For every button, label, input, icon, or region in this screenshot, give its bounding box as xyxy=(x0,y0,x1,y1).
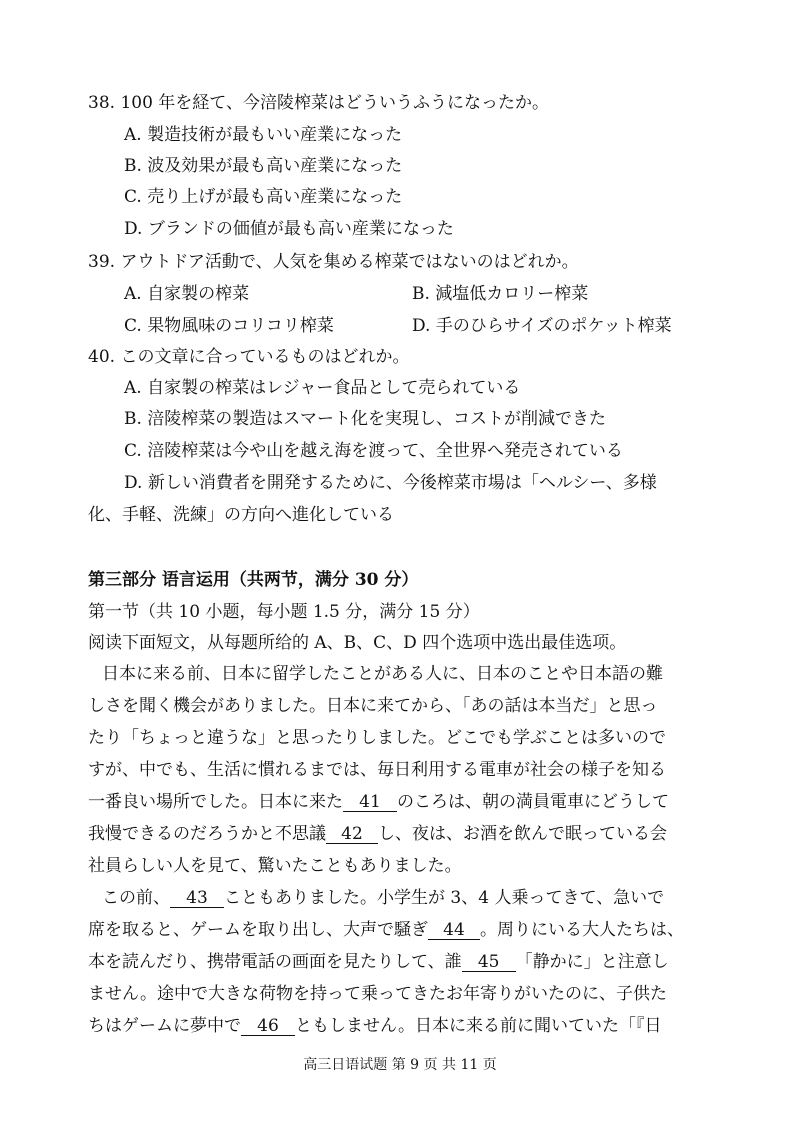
q40-option-b: B. 涪陵榨菜の製造はスマート化を実現し、コストが削減できた xyxy=(124,409,606,429)
q39-option-d: D. 手のひらサイズのポケット榨菜 xyxy=(412,316,672,336)
q39-option-c: C. 果物風味のコリコリ榨菜 xyxy=(124,316,334,336)
passage-text: この前、 xyxy=(102,888,170,908)
passage-line: 社員らしい人を見て、驚いたこともありました。 xyxy=(88,856,462,876)
blank-42: 42 xyxy=(326,825,378,844)
passage-line xyxy=(88,823,667,845)
passage-text: のころは、朝の満員電車にどうして xyxy=(397,792,669,812)
blank-41: 41 xyxy=(343,793,397,812)
passage-text: 我慢できるのだろうかと不思議 xyxy=(88,824,326,844)
subsection-title: 第一节（共 10 小题，每小题 1.5 分，满分 15 分） xyxy=(88,602,480,622)
passage-text: し、夜は、お酒を飲んで眠っている会 xyxy=(378,824,667,844)
question-39-stem: 39. アウトドア活動で、人気を集める榨菜ではないのはどれか。 xyxy=(88,252,579,272)
passage-line: しさを聞く機会がありました。日本に来てから、「あの話は本当だ」と思っ xyxy=(88,696,658,716)
passage-text: ちはゲームに夢中で xyxy=(88,1016,241,1036)
q40-option-d: D. 新しい消費者を開発するために、今後榨菜市場は「ヘルシー、多様 xyxy=(124,473,657,493)
question-38-stem: 38. 100 年を経て、今涪陵榨菜はどういうふうになったか。 xyxy=(88,93,549,113)
page-footer: 高三日语试题 第 9 页 共 11 页 xyxy=(303,1057,497,1073)
q40-option-a: A. 自家製の榨菜はレジャー食品として売られている xyxy=(124,378,521,398)
blank-46: 46 xyxy=(241,1017,295,1036)
passage-line xyxy=(102,887,664,909)
passage-line xyxy=(88,951,669,973)
q38-option-a: A. 製造技術が最もいい産業になった xyxy=(124,125,403,145)
passage-line xyxy=(88,919,684,941)
q38-option-c: C. 売り上げが最も高い産業になった xyxy=(124,187,403,207)
passage-text: こともありました。小学生が 3、4 人乗ってきて、急いで xyxy=(224,888,665,908)
passage-text: 一番良い場所でした。日本に来た xyxy=(88,792,343,812)
passage-line: たり「ちょっと違うな」と思ったりしました。どこでも学ぶことは多いので xyxy=(88,728,666,748)
passage-line: ません。途中で大きな荷物を持って乗ってきたお年寄りがいたのに、子供た xyxy=(88,984,668,1004)
question-40-stem: 40. この文章に合っているものはどれか。 xyxy=(88,347,410,367)
q40-option-c: C. 涪陵榨菜は今や山を越え海を渡って、全世界へ発売されている xyxy=(124,441,623,461)
passage-text: ともしません。日本に来る前に聞いていた「『日 xyxy=(295,1016,662,1036)
blank-44: 44 xyxy=(428,921,480,940)
q39-option-b: B. 減塩低カロリー榨菜 xyxy=(412,284,589,304)
passage-text: 「静かに」と注意し xyxy=(515,952,669,972)
section-title: 第三部分 语言运用（共两节，满分 30 分） xyxy=(88,570,419,590)
q39-option-a: A. 自家製の榨菜 xyxy=(124,284,250,304)
instruction-text: 阅读下面短文，从每题所给的 A、B、C、D 四个选项中选出最佳选项。 xyxy=(88,633,627,653)
q38-option-b: B. 波及効果が最も高い産業になった xyxy=(124,156,403,176)
passage-line: すが、中でも、生活に慣れるまでは、毎日利用する電車が社会の様子を知る xyxy=(88,760,666,780)
q40-option-d-continued: 化、手軽、洗練」の方向へ進化している xyxy=(88,505,394,525)
passage-text: 本を読んだり、携帯電話の画面を見たりして、誰 xyxy=(88,952,462,972)
passage-line xyxy=(88,1015,662,1037)
passage-line xyxy=(88,791,669,813)
passage-text: 。周りにいる大人たちは、 xyxy=(480,920,684,940)
blank-43: 43 xyxy=(170,889,224,908)
passage-text: 席を取ると、ゲームを取り出し、大声で騒ぎ xyxy=(88,920,428,940)
passage-line: 日本に来る前、日本に留学したことがある人に、日本のことや日本語の難 xyxy=(102,664,663,684)
q38-option-d: D. ブランドの価値が最も高い産業になった xyxy=(124,219,454,239)
blank-45: 45 xyxy=(462,953,516,972)
